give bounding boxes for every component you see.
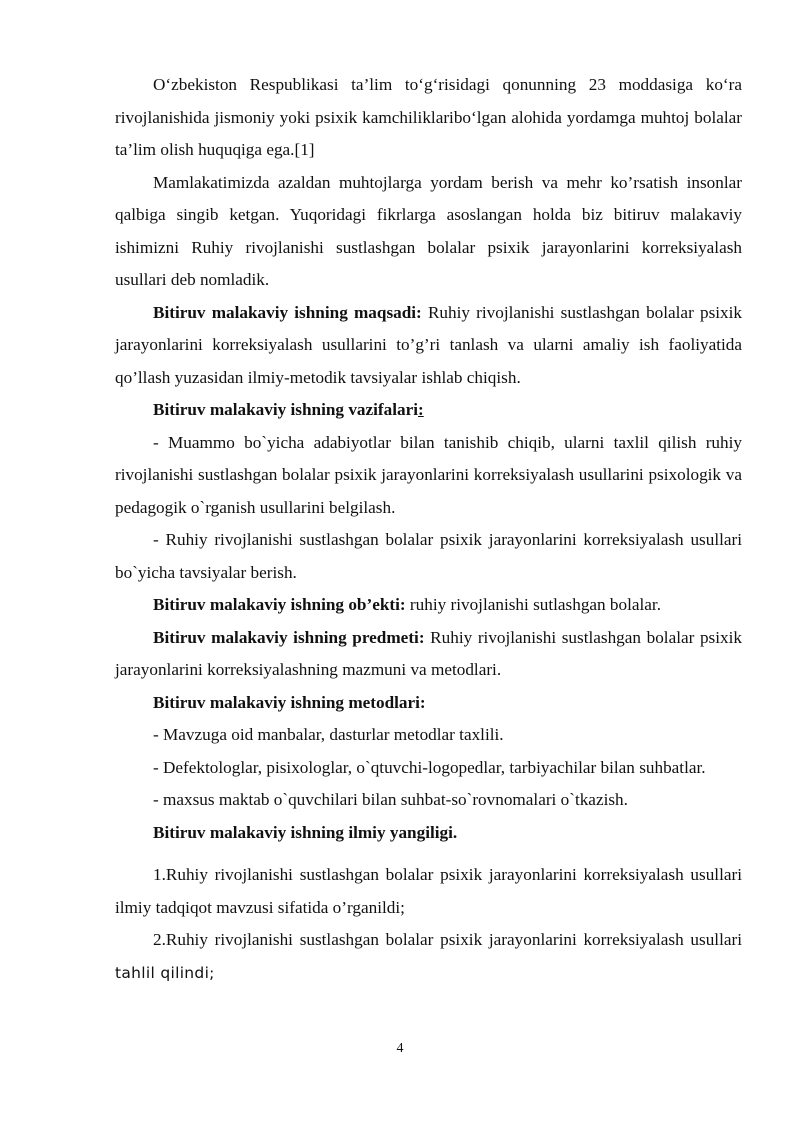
paragraph-tasks-heading xyxy=(115,394,742,427)
novelty-2-text: 2.Ruhiy rivojlanishi sustlashgan bolalar psixik jarayonlarini korreksiyalash usullari xyxy=(153,930,742,949)
paragraph-law: O‘zbekiston Respublikasi ta’lim to‘g‘risidagi qonunning 23 moddasiga ko‘ra rivojlanishida jismoniy yoki psixik kamchiliklaribo‘lgan alohida yordamga muhtoj bolalar ta’lim olish huquqiga ega.[1] xyxy=(115,75,742,159)
tasks-colon: : xyxy=(418,400,424,419)
paragraph-method-2: - Defektologlar, pisixologlar, o`qtuvchi-logopedlar, tarbiyachilar bilan suhbatlar. xyxy=(153,757,706,777)
paragraph-method-3: - maxsus maktab o`quvchilari bilan suhbat-so`rovnomalari o`tkazish. xyxy=(153,790,628,809)
page-body xyxy=(115,69,742,989)
paragraph-object xyxy=(115,589,742,622)
object-text: ruhiy rivojlanishi sutlashgan bolalar. xyxy=(405,595,661,614)
paragraph-novelty-heading xyxy=(115,817,742,850)
paragraph-novelty-1: 1.Ruhiy rivojlanishi sustlashgan bolalar psixik jarayonlarini korreksiyalash usullari ilmiy tadqiqot mavzusi sifatida o’rganildi; xyxy=(115,865,742,917)
paragraph-task-2: - Ruhiy rivojlanishi sustlashgan bolalar psixik jarayonlarini korreksiyalash usullari bo`yicha tavsiyalar berish. xyxy=(115,530,742,582)
paragraph-novelty-2 xyxy=(115,924,742,989)
object-label: Bitiruv malakaviy ishning ob’ekti: xyxy=(153,595,406,614)
subject-text: Ruhiy rivojlanishi sustlashgan bolalar psixik jarayonlarini korreksiyalashning mazmuni va metodlari. xyxy=(115,627,742,679)
paragraph-task-1: - Muammo bo`yicha adabiyotlar bilan tanishib chiqib, ularni taxlil qilish ruhiy rivojlanishi sustlashgan bolalar psixik jarayonlarini korreksiyalash usullarini psixologik va pedagogik o`rganish usullarini belgilash. xyxy=(115,432,742,517)
novelty-2-tail: tahlil qilindi; xyxy=(115,963,215,982)
paragraph-method-1: - Mavzuga oid manbalar, dasturlar metodlar taxlili. xyxy=(153,725,504,744)
paragraph-goal xyxy=(115,297,742,395)
novelty-label: Bitiruv malakaviy ishning ilmiy yangiligi. xyxy=(153,822,458,842)
page-number: 4 xyxy=(396,1041,404,1056)
tasks-label: Bitiruv malakaviy ishning vazifalari xyxy=(153,400,418,419)
methods-label: Bitiruv malakaviy ishning metodlari: xyxy=(153,692,426,712)
goal-text: Ruhiy rivojlanishi sustlashgan bolalar psixik jarayonlarini korreksiyalash usullarini to’g’ri tanlash va ularni amaliy ish faoliyatida qo’llash yuzasidan ilmiy-metodik tavsiyalar ishlab chiqish. xyxy=(115,302,742,387)
paragraph-methods-heading xyxy=(115,687,742,720)
goal-label: Bitiruv malakaviy ishning maqsadi: xyxy=(153,302,422,322)
subject-label: Bitiruv malakaviy ishning predmeti: xyxy=(153,627,425,647)
paragraph-subject xyxy=(115,622,742,687)
paragraph-intro: Mamlakatimizda azaldan muhtojlarga yordam berish va mehr ko’rsatish insonlar qalbiga singib ketgan. Yuqoridagi fikrlarga asoslangan holda biz bitiruv malakaviy ishimizni Ruhiy rivojlanishi sustlashgan bolalar psixik jarayonlarini korreksiyalash usullari deb nomladik. xyxy=(115,172,742,289)
